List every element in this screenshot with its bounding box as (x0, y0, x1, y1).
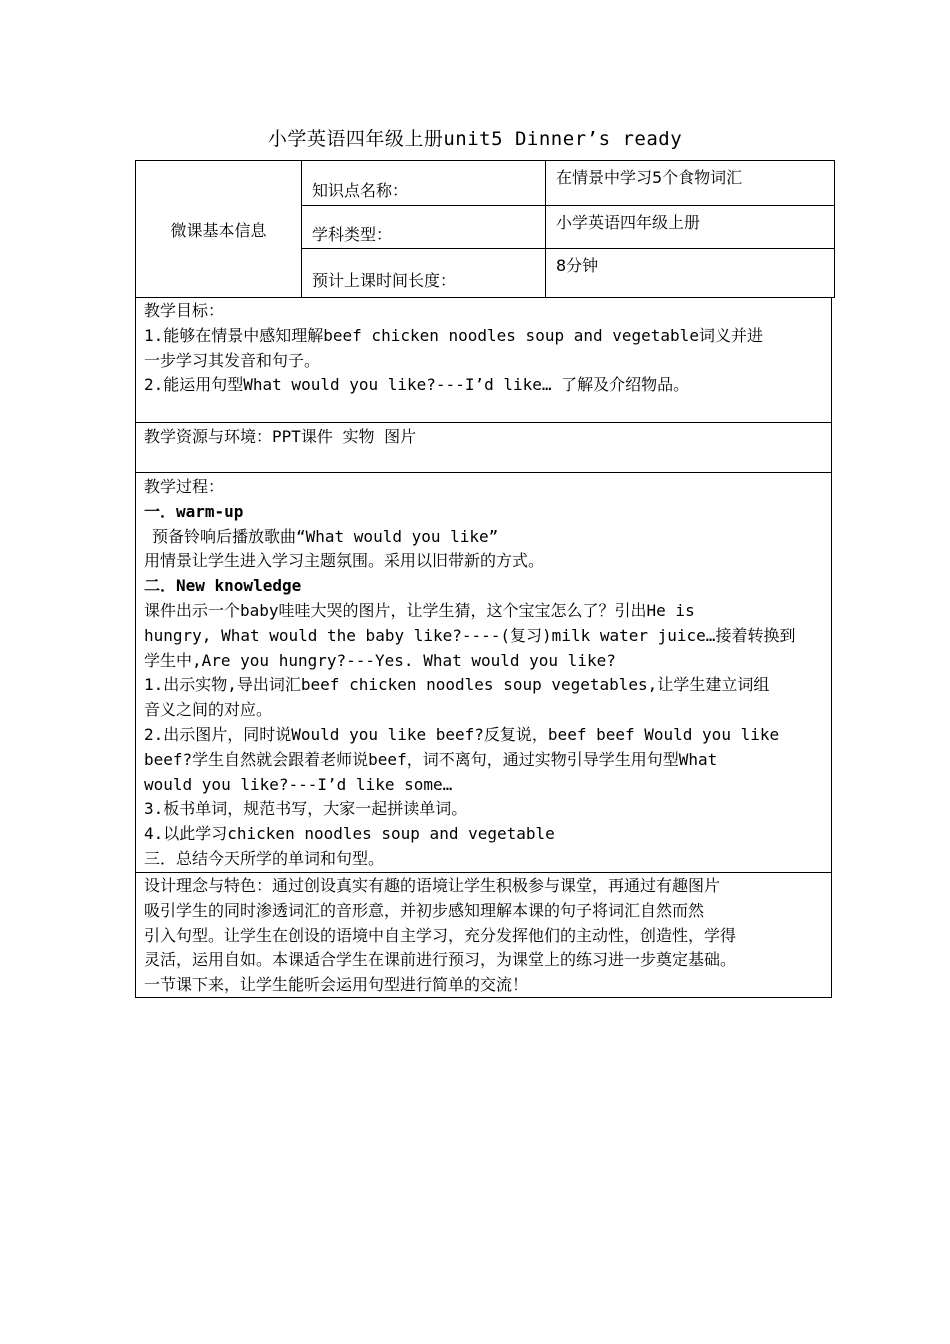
info-value-subject: 小学英语四年级上册 (546, 206, 835, 249)
goals-heading: 教学目标： (144, 301, 225, 320)
goals-section (135, 297, 832, 423)
section-title-summary: 三．总结今天所学的单词和句型。 (144, 848, 385, 868)
process-line: 用情景让学生进入学习主题氛围。采用以旧带新的方式。 (144, 551, 545, 571)
process-line: 学生中,Are you hungry?---Yes. What would you like? (144, 650, 616, 670)
process-section (135, 473, 832, 873)
process-line: would you like?---I’d like some… (144, 774, 453, 794)
process-line: 预备铃响后播放歌曲“What would you like” (152, 526, 499, 546)
document-title: 小学英语四年级上册unit5 Dinner’s ready (267, 128, 683, 150)
process-line: beef?学生自然就会跟着老师说beef，词不离句，通过实物引导学生用句型What (144, 749, 718, 769)
process-line: hungry, What would the baby like?----(复习)milk water juice…接着转换到 (144, 625, 796, 645)
process-line: 2.出示图片，同时说Would you like beef?反复说，beef beef Would you like (144, 724, 780, 744)
goals-line: 2.能运用句型What would you like?---I’d like… 了解及介绍物品。 (144, 375, 690, 395)
info-table (135, 160, 835, 298)
section-title-new-knowledge: 二．New knowledge (144, 576, 302, 596)
design-line: 引入句型。让学生在创设的语境中自主学习，充分发挥他们的主动性，创造性，学得 (144, 925, 737, 945)
section-title-warmup: 一．warm-up (144, 501, 244, 521)
info-value-topic: 在情景中学习5个食物词汇 (546, 161, 835, 206)
info-section-label: 微课基本信息 (136, 161, 302, 298)
design-line: 灵活，运用自如。本课适合学生在课前进行预习，为课堂上的练习进一步奠定基础。 (144, 950, 737, 970)
process-heading: 教学过程： (144, 477, 225, 496)
goals-line: 1.能够在情景中感知理解beef chicken noodles soup and vegetable词义并进 (144, 325, 763, 345)
resources-section (135, 423, 832, 473)
process-line: 4.以此学习chicken noodles soup and vegetable (144, 824, 555, 844)
info-label-subject: 学科类型： (302, 206, 546, 249)
design-line: 设计理念与特色：通过创设真实有趣的语境让学生积极参与课堂，再通过有趣图片 (144, 876, 721, 895)
process-line: 3.板书单词，规范书写，大家一起拼读单词。 (144, 799, 468, 819)
design-line: 一节课下来，让学生能听会运用句型进行简单的交流！ (144, 975, 529, 995)
process-line: 课件出示一个baby哇哇大哭的图片，让学生猜，这个宝宝怎么了？引出He is (144, 600, 695, 620)
design-section (135, 873, 832, 998)
process-line: 1.出示实物,导出词汇beef chicken noodles soup vegetables,让学生建立词组 (144, 675, 770, 695)
goals-line: 一步学习其发音和句子。 (144, 350, 321, 370)
design-line: 吸引学生的同时渗透词汇的音形意，并初步感知理解本课的句子将词汇自然而然 (144, 900, 705, 920)
info-label-duration: 预计上课时间长度： (302, 249, 546, 298)
resources-text: 教学资源与环境：PPT课件 实物 图片 (144, 427, 417, 446)
info-value-duration: 8分钟 (546, 249, 835, 298)
info-label-topic: 知识点名称： (302, 161, 546, 206)
process-line: 音义之间的对应。 (144, 700, 273, 720)
